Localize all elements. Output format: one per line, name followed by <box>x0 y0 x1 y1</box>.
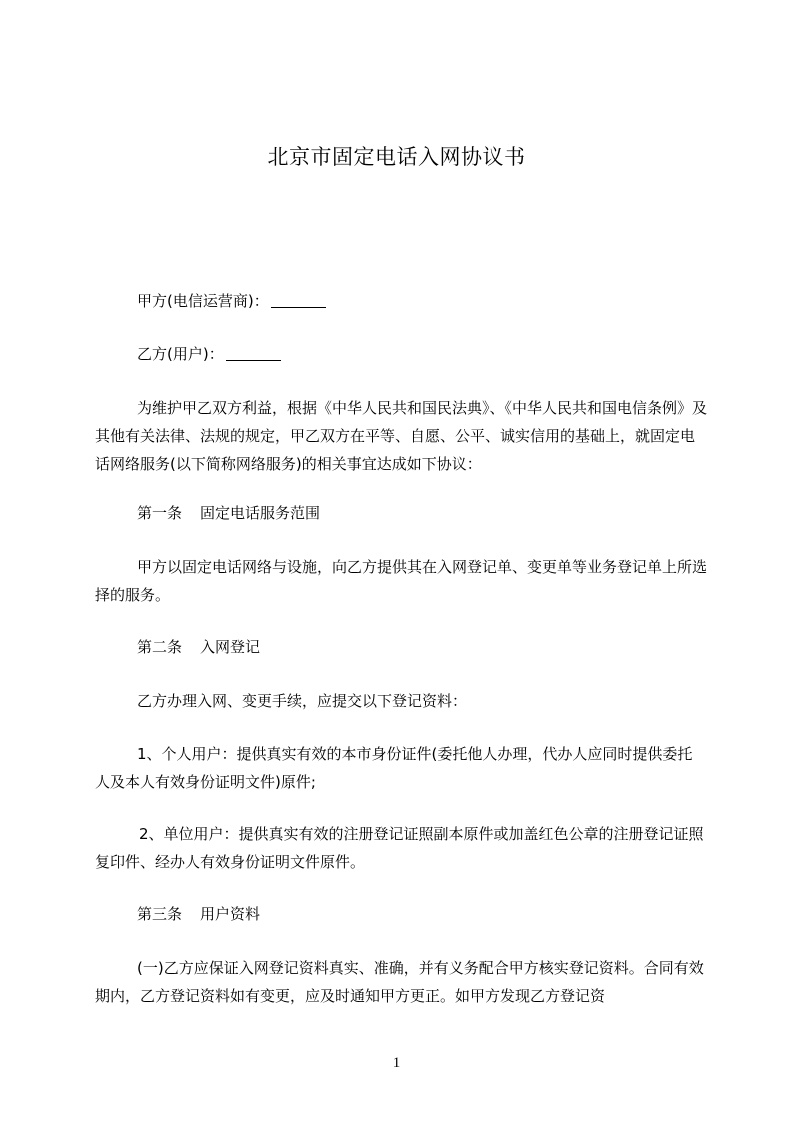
article-2-item-1: 1、个人用户：提供真实有效的本市身份证件(委托他人办理，代办人应同时提供委托人及本人有效身份证明文件)原件; <box>95 745 693 791</box>
party-a-line <box>137 287 326 315</box>
article-3-clause-1: (一)乙方应保证入网登记资料真实、准确，并有义务配合甲方核实登记资料。合同有效期内，乙方登记资料如有变更，应及时通知甲方更正。如甲方发现乙方登记资 <box>95 959 704 1005</box>
article-2-intro: 乙方办理入网、变更手续，应提交以下登记资料： <box>137 692 468 710</box>
article-2-title: 入网登记 <box>200 638 261 656</box>
article-2-heading <box>137 633 260 661</box>
article-2-item-2: 2、单位用户：提供真实有效的注册登记证照副本原件或加盖红色公章的注册登记证照复印件、经办人有效身份证明文件原件。 <box>95 825 704 871</box>
party-a-label: 甲方(电信运营商)： <box>137 292 269 310</box>
article-2-number: 第二条 <box>137 638 183 656</box>
article-3-number: 第三条 <box>137 905 183 923</box>
party-b-label: 乙方(用户)： <box>137 345 224 363</box>
article-1-title: 固定电话服务范围 <box>200 504 321 522</box>
page-number: 1 <box>392 1055 401 1071</box>
party-b-blank <box>226 346 281 361</box>
article-1-heading <box>137 499 320 527</box>
preamble-paragraph: 为维护甲乙双方利益，根据《中华人民共和国民法典》、《中华人民共和国电信条例》及其他有关法律、法规的规定，甲乙双方在平等、自愿、公平、诚实信用的基础上，就固定电话网络服务(以下简称网络服务)的相关事宜达成如下协议： <box>95 399 708 473</box>
party-a-blank <box>271 293 326 308</box>
article-1-body: 甲方以固定电话网络与设施，向乙方提供其在入网登记单、变更单等业务登记单上所选择的服务。 <box>95 558 708 604</box>
party-b-line <box>137 340 281 368</box>
article-3-heading <box>137 900 260 928</box>
article-1-number: 第一条 <box>137 504 183 522</box>
article-3-title: 用户资料 <box>200 905 261 923</box>
document-title: 北京市固定电话入网协议书 <box>267 145 526 169</box>
